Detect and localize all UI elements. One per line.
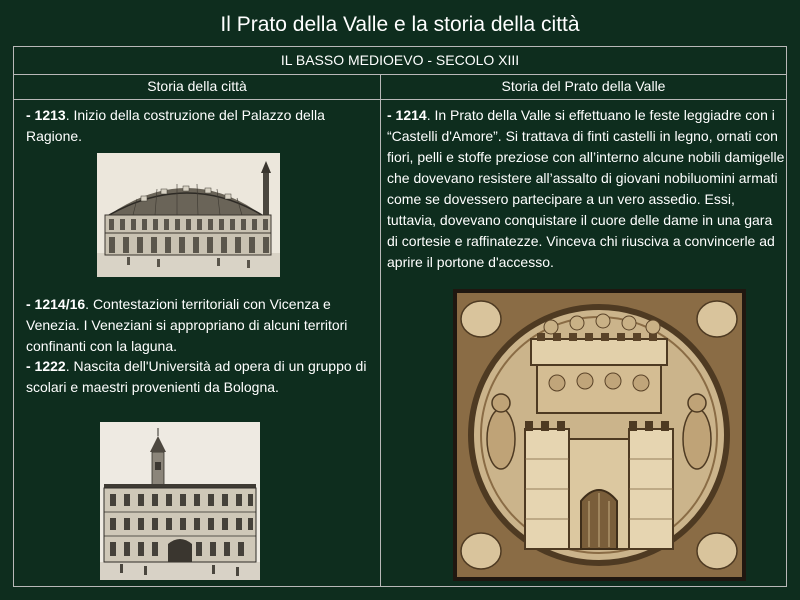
entry-text: . Nascita dell'Università ad opera di un gruppo di scolari e maestri provenienti da Bologna.	[26, 358, 367, 395]
column-header-row	[14, 74, 786, 100]
castello-d-amore-image	[453, 289, 746, 581]
slide-title: Il Prato della Valle e la storia della città	[220, 13, 580, 36]
universita-image	[100, 422, 260, 580]
city-entry-1222	[26, 356, 371, 398]
palazzo-della-ragione-image	[97, 153, 280, 277]
period-heading: IL BASSO MEDIOEVO - SECOLO XIII	[14, 47, 786, 75]
entry-year: - 1222	[26, 358, 66, 374]
prato-entry-1214	[387, 105, 785, 273]
entry-year: - 1214/16	[26, 296, 86, 312]
column-header-city: Storia della città	[147, 78, 247, 94]
column-header-prato: Storia del Prato della Valle	[501, 78, 666, 94]
city-entry-1214-16	[26, 294, 371, 357]
column-divider	[380, 74, 381, 586]
entry-text: . In Prato della Valle si effettuano le feste leggiadre con i “Castelli d'Amore”. Si trattava di finti castelli in legno, ornati con fiori, pelli e stoffe preziose con all’interno alcune nobili damigelle che dovevano resistere all’assalto di giovani nobiluomini armati come se dovessero partecipare a un vero assedio. Essi, tuttavia, dovevano conquistare il cuore delle dame in una gara di cortesie e raffinatezze. Vinceva chi riusciva a convincerle ad aprire il portone d'accesso.	[387, 107, 785, 270]
city-entry-1213	[26, 105, 360, 147]
entry-text: . Contestazioni territoriali con Vicenza e Venezia. I Veneziani si appropriano di alcuni territori confinanti con la laguna.	[26, 296, 348, 354]
entry-year: - 1214	[387, 107, 427, 123]
entry-year: - 1213	[26, 107, 66, 123]
entry-text: . Inizio della costruzione del Palazzo della Ragione.	[26, 107, 325, 144]
